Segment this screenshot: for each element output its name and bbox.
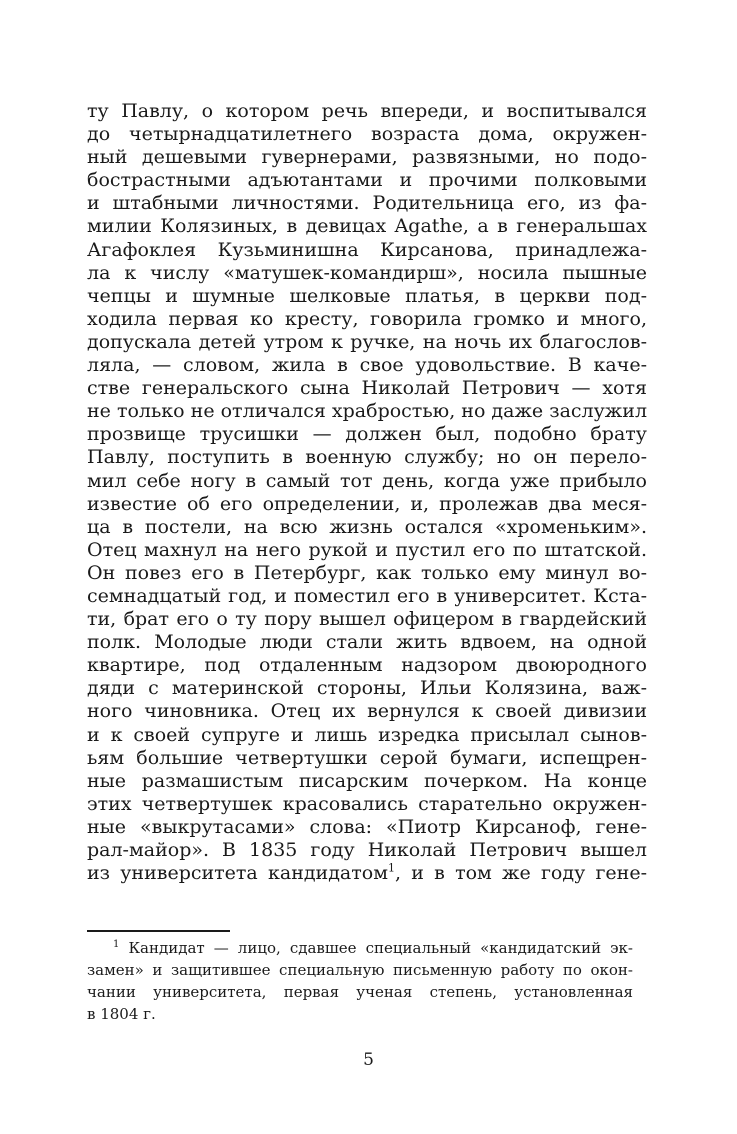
text-line: мил себе ногу в самый тот день, когда уже прибыло	[87, 469, 647, 492]
text-line: квартире, под отдаленным надзором двоюродного	[87, 654, 647, 677]
footnote-line: замен» и защитившее специальную письменную работу по окон-	[87, 961, 633, 979]
text-line: рал-майор». В 1835 году Николай Петрович вышел	[87, 839, 647, 861]
text-line: стве генеральского сына Николай Петрович — хотя	[87, 377, 647, 400]
text-line: ьям большие четвертушки серой бумаги, испещрен-	[87, 746, 647, 769]
text-line: ные «выкрутасами» слова: «Пиотр Кирсаноф, гене-	[87, 815, 647, 838]
text-line: до четырнадцатилетнего возраста дома, окружен-	[87, 123, 647, 146]
text-line: Павлу, поступить в военную службу; но он перело-	[87, 446, 647, 469]
footnote	[87, 937, 633, 1025]
footnote-reference: 1	[387, 862, 395, 875]
text-line: чепцы и шумные шелковые платья, в церкви под-	[87, 284, 647, 307]
text-line: бострастными адъютантами и прочими полковыми	[87, 169, 647, 192]
text-line-with-footnote-ref	[87, 862, 647, 885]
text-line: этих четвертушек красовались старательно окружен-	[87, 792, 647, 815]
text-line: ный дешевыми гувернерами, развязными, но подо-	[87, 146, 647, 169]
text-segment: , и в том же году гене-	[394, 862, 647, 885]
text-line: ляла, — словом, жила в свое удовольствие. В каче-	[87, 354, 647, 377]
text-line: Отец махнул на него рукой и пустил его по штатской.	[87, 538, 647, 561]
footnote-number: 1	[113, 939, 120, 950]
text-line: семнадцатый год, и поместил его в университет. Кста-	[87, 584, 647, 607]
text-line: Агафоклея Кузьминишна Кирсанова, принадлежа-	[87, 238, 647, 261]
text-line: известие об его определении, и, пролежав два меся-	[87, 492, 647, 515]
footnote-line	[87, 937, 633, 959]
footnote-text: Кандидат — лицо, сдавшее специальный «кандидатский эк-	[128, 939, 633, 957]
text-line: ходила первая ко кресту, говорила громко и много,	[87, 307, 647, 330]
text-line: дяди с материнской стороны, Ильи Колязина, важ-	[87, 677, 647, 700]
text-segment: из университета кандидатом	[87, 862, 388, 885]
footnote-line: в 1804 г.	[87, 1005, 156, 1023]
text-line: ти, брат его о ту пору вышел офицером в гвардейский	[87, 608, 647, 631]
text-line: Он повез его в Петербург, как только ему минул во-	[87, 561, 647, 584]
text-line: и штабными личностями. Родительница его, из фа-	[87, 192, 647, 215]
page-number: 5	[363, 1050, 374, 1070]
text-line: ца в постели, на всю жизнь остался «хроменьким».	[87, 515, 647, 538]
text-line: и к своей супруге и лишь изредка присылал сынов-	[87, 723, 647, 746]
text-line: милии Колязиных, в девицах Agathe, а в генеральшах	[87, 215, 647, 238]
footnote-separator	[87, 930, 230, 932]
text-line: прозвище трусишки — должен был, подобно брату	[87, 423, 647, 446]
text-line: ту Павлу, о котором речь впереди, и воспитывался	[87, 100, 647, 122]
text-line: полк. Молодые люди стали жить вдвоем, на одной	[87, 631, 647, 654]
footnote-line: чании университета, первая ученая степень, установленная	[87, 983, 633, 1001]
text-line: не только не отличался храбростью, но даже заслужил	[87, 400, 647, 423]
main-text	[87, 100, 647, 885]
text-line: допускала детей утром к ручке, на ночь их благослов-	[87, 330, 647, 353]
text-line: ла к числу «матушек-командирш», носила пышные	[87, 261, 647, 284]
text-line: ные размашистым писарским почерком. На конце	[87, 769, 647, 792]
text-line: ного чиновника. Отец их вернулся к своей дивизии	[87, 700, 647, 723]
